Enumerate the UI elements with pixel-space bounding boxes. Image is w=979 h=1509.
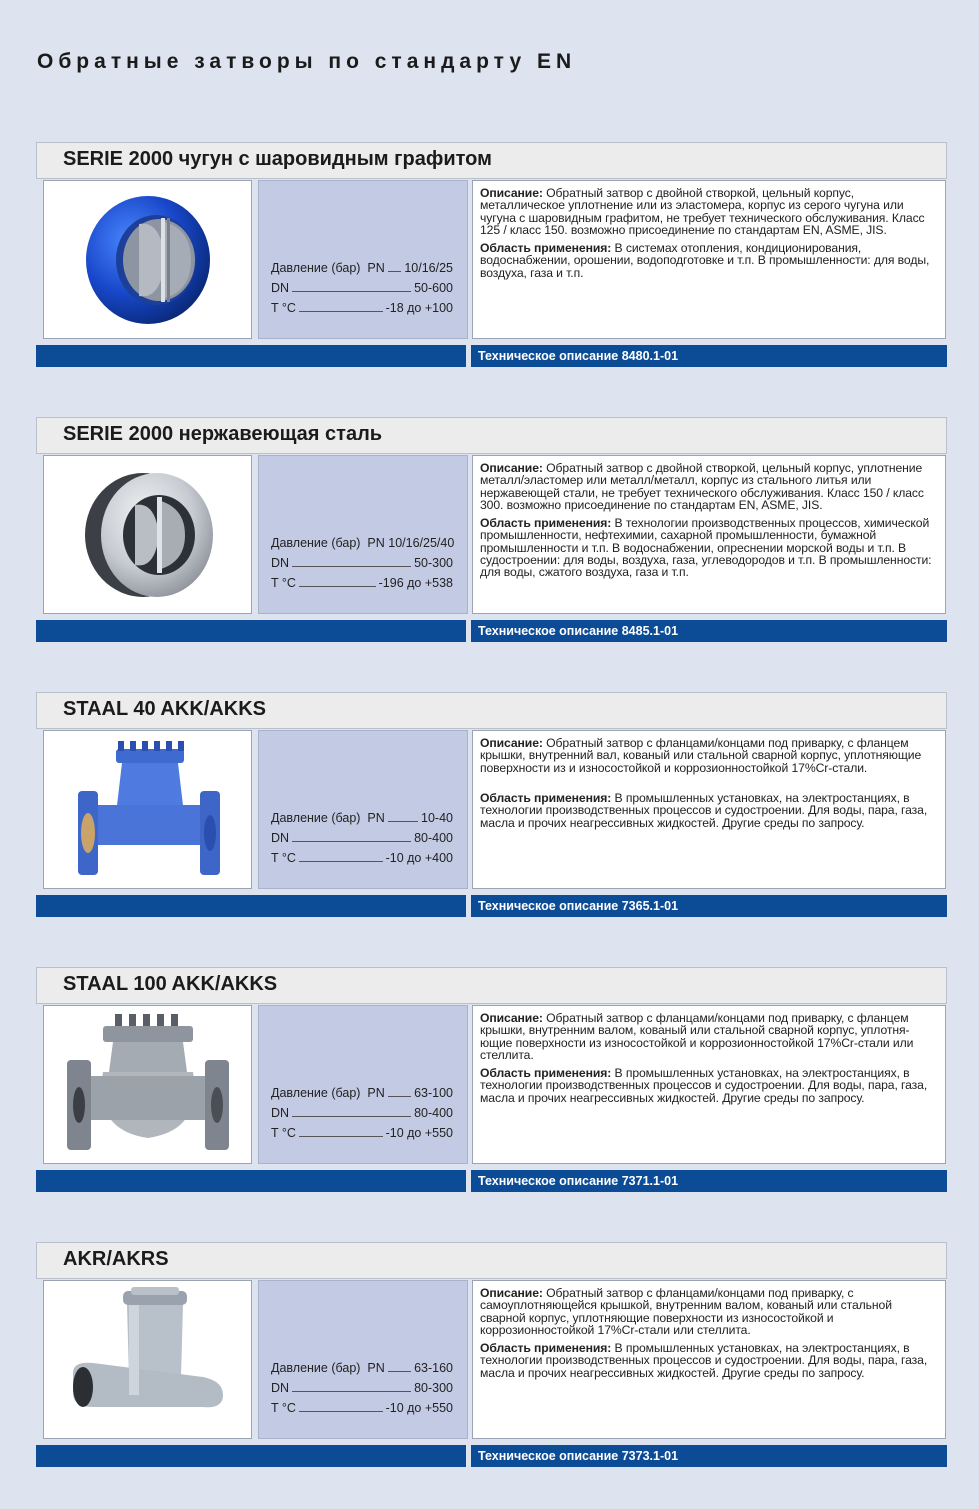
leader-line (299, 310, 383, 312)
pressure-row (271, 534, 453, 550)
application-paragraph (480, 792, 937, 829)
application-paragraph (480, 242, 937, 279)
description-box (472, 180, 946, 339)
pn-label: PN (367, 1361, 385, 1375)
temp-row (271, 1124, 453, 1140)
tech-spec-text: Техническое описание 7371.1-01 (478, 1174, 679, 1188)
product-image (43, 1005, 252, 1164)
pn-value: 10-40 (421, 811, 453, 825)
pressure-row (271, 1359, 453, 1375)
tech-spec-text: Техническое описание 7365.1-01 (478, 899, 679, 913)
leader-line (292, 565, 411, 567)
tech-spec-link[interactable] (471, 620, 947, 642)
footer-bar-left (36, 345, 466, 367)
tech-spec-text: Техническое описание 7373.1-01 (478, 1449, 679, 1463)
wafer-check-valve-blue-illustration (73, 190, 223, 330)
tech-spec-text: Техническое описание 8480.1-01 (478, 349, 679, 363)
application-label: Область применения: (480, 516, 612, 530)
product-card-serie2000-stainless (36, 417, 947, 644)
temp-value: -10 до +550 (385, 1126, 453, 1140)
spec-box (258, 455, 468, 614)
pressure-label: Давление (бар) (271, 1361, 361, 1375)
leader-line (292, 840, 411, 842)
dn-value: 80-400 (414, 831, 453, 845)
footer-bar-left (36, 620, 466, 642)
pn-label: PN (367, 1086, 385, 1100)
description-text: Обратный затвор с двойной створкой, цельный корпус, уплотнение металл/эластомер или металл/металл, корпус из стального литья или нержавеющей стали, не требует технического обслуживания. Класс 150 / класс 300. возможно присоединение по стандартам EN, ASME, JIS. (480, 461, 924, 512)
tech-spec-link[interactable] (471, 895, 947, 917)
application-label: Область применения: (480, 241, 612, 255)
product-card-akr (36, 1242, 947, 1469)
spec-box (258, 1280, 468, 1439)
tech-spec-link[interactable] (471, 1445, 947, 1467)
application-text: В технологии производственных процессов, химической промышленности, нефтехимии, сахарной промышленности, бумажной промышленности и т.п. В водоснабжении, опреснении морской воды и т.п. В судостроении: для воды, воздуха, газа, углеводородов и т.п. В промышленности: для воды, сжатого воздуха, газа и т.п. (480, 516, 932, 580)
description-paragraph (480, 737, 937, 774)
spec-box (258, 730, 468, 889)
spec-box (258, 1005, 468, 1164)
pn-label: PN (367, 261, 385, 275)
application-paragraph (480, 1067, 937, 1104)
leader-line (299, 860, 383, 862)
dn-label: DN (271, 556, 290, 570)
application-text: В промышленных установках, на электростанциях, в технологии производственных процессов и судостроении. Для воды, пара, газа, масла и прочих неагрессивных жидкостей. Другие среды по запросу. (480, 1066, 928, 1105)
dn-value: 50-300 (414, 556, 453, 570)
pressure-label: Давление (бар) (271, 811, 361, 825)
description-text: Обратный затвор с фланцами/концами под приварку, с фланцем крышки, внутренним валом, кованый или стальной сварной корпус, уплотня-ющие поверхности из износостойкой и коррозионностойкой 17%Cr-стали или стеллита. (480, 1011, 914, 1062)
application-text: В промышленных установках, на электростанциях, в технологии производственных процессов и судостроении. Для воды, пара, газа, масла и прочих неагрессивных жидкостей. Другие среды по запросу. (480, 791, 928, 830)
product-title: STAAL 100 AKK/AKKS (63, 973, 278, 995)
leader-line (388, 820, 418, 822)
product-card-staal40 (36, 692, 947, 919)
temp-label: T °C (271, 576, 296, 590)
product-title: SERIE 2000 чугун с шаровидным графитом (63, 148, 492, 170)
card-header (36, 692, 947, 729)
temp-value: -18 до +100 (385, 301, 453, 315)
description-box (472, 730, 946, 889)
pn-value: 10/16/25 (404, 261, 453, 275)
leader-line (292, 1390, 411, 1392)
product-image (43, 180, 252, 339)
dn-label: DN (271, 281, 290, 295)
description-box (472, 1005, 946, 1164)
dn-row (271, 1379, 453, 1395)
application-text: В промышленных установках, на электростанциях, в технологии производственных процессов и судостроении. Для воды, пара, газа, масла и прочих неагрессивных жидкостей. Другие среды по запросу. (480, 1341, 928, 1380)
temp-row (271, 1399, 453, 1415)
application-label: Область применения: (480, 791, 612, 805)
leader-line (388, 1095, 411, 1097)
spec-box (258, 180, 468, 339)
card-header (36, 417, 947, 454)
dn-row (271, 554, 453, 570)
wafer-check-valve-steel-illustration (73, 465, 223, 605)
pressure-label: Давление (бар) (271, 261, 361, 275)
dn-row (271, 829, 453, 845)
description-box (472, 1280, 946, 1439)
application-label: Область применения: (480, 1341, 612, 1355)
footer-bar-left (36, 1445, 466, 1467)
product-image (43, 455, 252, 614)
leader-line (292, 290, 411, 292)
application-paragraph (480, 517, 937, 578)
tech-spec-link[interactable] (471, 1170, 947, 1192)
application-paragraph (480, 1342, 937, 1379)
footer-bar-left (36, 1170, 466, 1192)
product-image (43, 730, 252, 889)
description-label: Описание: (480, 186, 543, 200)
pressure-row (271, 1084, 453, 1100)
description-box (472, 455, 946, 614)
leader-line (299, 1135, 383, 1137)
temp-value: -10 до +400 (385, 851, 453, 865)
swing-check-valve-steel-illustration (63, 1010, 233, 1160)
tech-spec-text: Техническое описание 8485.1-01 (478, 624, 679, 638)
tech-spec-link[interactable] (471, 345, 947, 367)
page-title: Обратные затворы по стандарту EN (37, 50, 577, 73)
description-text: Обратный затвор с фланцами/концами под приварку, с фланцем крышки, внутренний вал, кованый или стальной сварной корпус, уплотняющие поверхности из и износостойкой и коррозионностойкой 17%Cr-стали. (480, 736, 922, 775)
footer-bar-left (36, 895, 466, 917)
description-paragraph (480, 187, 937, 236)
temp-value: -10 до +550 (385, 1401, 453, 1415)
description-label: Описание: (480, 461, 543, 475)
product-title: AKR/AKRS (63, 1248, 169, 1270)
description-paragraph (480, 1287, 937, 1336)
weld-end-check-valve-illustration (63, 1285, 233, 1435)
temp-row (271, 574, 453, 590)
dn-row (271, 279, 453, 295)
temp-label: T °C (271, 1126, 296, 1140)
dn-row (271, 1104, 453, 1120)
product-card-staal100 (36, 967, 947, 1194)
card-header (36, 967, 947, 1004)
leader-line (299, 1410, 383, 1412)
pressure-row (271, 809, 453, 825)
description-paragraph (480, 1012, 937, 1061)
product-title: SERIE 2000 нержавеющая сталь (63, 423, 383, 445)
pn-label: PN (367, 811, 385, 825)
temp-label: T °C (271, 1401, 296, 1415)
dn-value: 80-300 (414, 1381, 453, 1395)
pn-value: 63-100 (414, 1086, 453, 1100)
description-text: Обратный затвор с двойной створкой, цельный корпус, металлическое уплотнение или из эластомера, корпус из серого чугуна или чугуна с шаровидным графитом, не требует технического обслуживания. Класс 125 / класс 150. возможно присоединение по стандартам EN, ASME, JIS. (480, 186, 925, 237)
description-paragraph (480, 462, 937, 511)
leader-line (388, 1370, 411, 1372)
leader-line (388, 270, 402, 272)
product-card-serie2000-cast-iron (36, 142, 947, 369)
leader-line (299, 585, 376, 587)
pn-value: 10/16/25/40 (388, 536, 455, 550)
pressure-label: Давление (бар) (271, 536, 361, 550)
pressure-row (271, 259, 453, 275)
product-title: STAAL 40 AKK/AKKS (63, 698, 266, 720)
temp-row (271, 299, 453, 315)
leader-line (292, 1115, 411, 1117)
temp-value: -196 до +538 (378, 576, 453, 590)
description-label: Описание: (480, 1011, 543, 1025)
card-header (36, 142, 947, 179)
pressure-label: Давление (бар) (271, 1086, 361, 1100)
card-header (36, 1242, 947, 1279)
application-text: В системах отопления, кондиционирования, водоснабжении, орошении, водоподготовке и т.п. В промышленности: для воды, воздуха, газа и т.п. (480, 241, 930, 280)
product-image (43, 1280, 252, 1439)
temp-row (271, 849, 453, 865)
description-label: Описание: (480, 736, 543, 750)
temp-label: T °C (271, 851, 296, 865)
dn-label: DN (271, 831, 290, 845)
pn-label: PN (367, 536, 385, 550)
description-text: Обратный затвор с фланцами/концами под приварку, с самоуплотняющейся крышкой, внутренним валом, кованый или стальной сварной корпус, уплотняющие поверхности из износостойкой и коррозионностойкой 17%Cr-стали или стеллита. (480, 1286, 892, 1337)
pn-value: 63-160 (414, 1361, 453, 1375)
dn-label: DN (271, 1106, 290, 1120)
dn-value: 50-600 (414, 281, 453, 295)
application-label: Область применения: (480, 1066, 612, 1080)
temp-label: T °C (271, 301, 296, 315)
swing-check-valve-blue-illustration (68, 735, 228, 885)
description-label: Описание: (480, 1286, 543, 1300)
dn-value: 80-400 (414, 1106, 453, 1120)
dn-label: DN (271, 1381, 290, 1395)
